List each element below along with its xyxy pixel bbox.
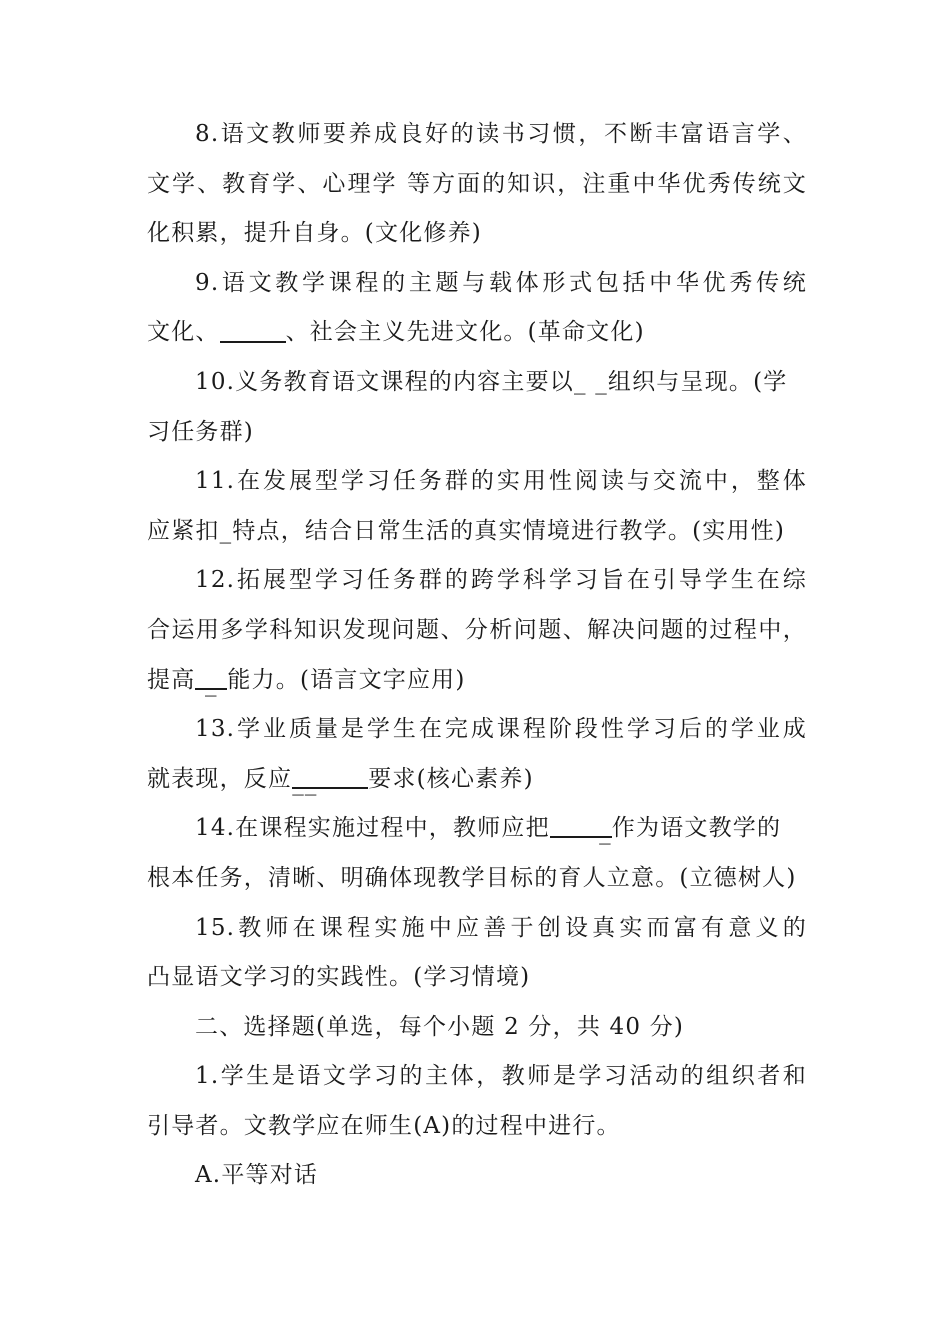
q12-text-after: 能力。(语言文字应用)	[227, 666, 466, 693]
q14-line-1	[147, 804, 807, 854]
q9-text-after: 、社会主义先进文化。(革命文化)	[285, 319, 645, 346]
q10-line-1	[147, 358, 807, 408]
q13-text-before: 就表现，反应	[147, 765, 293, 792]
q10-text-after: 组织与呈现。(学	[607, 368, 788, 395]
section-heading: 二、选择题(单选，每个小题 2 分，共 40 分)	[195, 1013, 685, 1040]
q13-text-after: 要求(核心素养)	[368, 765, 534, 792]
q9-text-before: 文化、	[147, 319, 220, 346]
q12-line-2: 合运用多学科知识发现问题、分析问题、解决问题的过程中，	[147, 616, 807, 643]
q8-line-2: 文学、教育学、心理学 等方面的知识，注重中华优秀传统文	[147, 170, 807, 197]
q11-line-1: 11.在发展型学习任务群的实用性阅读与交流中，整体	[195, 468, 807, 495]
q11-blank: _	[219, 517, 233, 544]
q8-line-3: 化积累，提升自身。(文化修养)	[147, 220, 482, 247]
q13-blank: __	[292, 759, 368, 789]
q13-line-1: 13.学业质量是学生在完成课程阶段性学习后的学业成	[195, 716, 807, 743]
q11-text-before: 应紧扣	[147, 517, 220, 544]
q15-line-1: 15.教师在课程实施中应善于创设真实而富有意义的	[195, 914, 807, 941]
q14-line-2: 根本任务，清晰、明确体现教学目标的育人立意。(立德树人)	[147, 864, 797, 891]
q15-line-2: 凸显语文学习的实践性。(学习情境)	[147, 964, 531, 991]
q10-blank: _ _	[573, 368, 608, 395]
fill-blank	[220, 313, 286, 343]
q12-line-1: 12.拓展型学习任务群的跨学科学习旨在引导学生在综	[195, 567, 807, 594]
q12-line-3	[147, 656, 807, 706]
q12-text-before: 提高	[147, 666, 196, 693]
q14-blank: _	[550, 808, 612, 838]
q14-text-before: 14.在课程实施过程中，教师应把	[195, 815, 550, 842]
q12-blank: _	[195, 660, 227, 690]
document-page	[147, 110, 807, 1201]
option-a: A.平等对话	[195, 1162, 319, 1189]
q9-line-2	[147, 308, 807, 358]
s2-q1-line-1: 1.学生是语文学习的主体，教师是学习活动的组织者和	[195, 1063, 807, 1090]
q11-line-2	[147, 507, 807, 557]
q8-line-1: 8.语文教师要养成良好的读书习惯，不断丰富语言学、	[195, 121, 807, 147]
q11-text-after: 特点，结合日常生活的真实情境进行教学。(实用性)	[232, 517, 786, 544]
q13-line-2	[147, 755, 807, 805]
q14-text-after: 作为语文教学的	[611, 815, 782, 842]
q10-text-before: 10.义务教育语文课程的内容主要以	[195, 368, 574, 395]
q10-line-2: 习任务群)	[147, 418, 254, 445]
q9-line-1: 9.语文教学课程的主题与载体形式包括中华优秀传统	[195, 269, 807, 296]
s2-q1-line-2: 引导者。文教学应在师生(A)的过程中进行。	[147, 1112, 621, 1139]
